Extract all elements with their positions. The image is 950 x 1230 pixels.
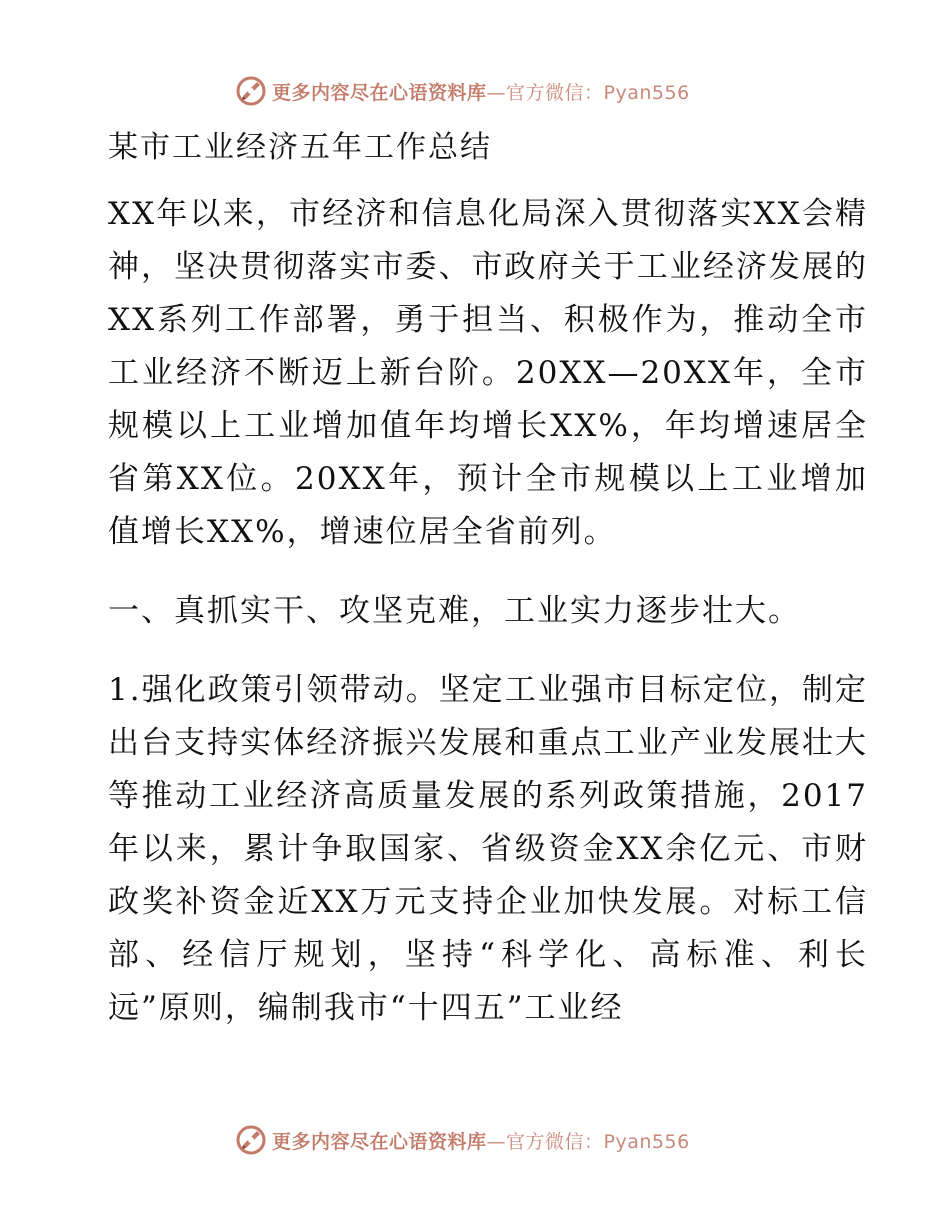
header-watermark [234,71,690,111]
book-pen-logo-icon [234,74,268,108]
book-pen-logo-icon [234,1123,268,1157]
document-title: 某市工业经济五年工作总结 [108,130,492,165]
section-paragraph: 1.强化政策引领带动。坚定工业强市目标定位，制定出台支持实体经济振兴发展和重点工业产业发展壮大等推动工业经济高质量发展的系列政策措施，2017年以来，累计争取国家、省级资金XX余亿元、市财政奖补资金近XX万元支持企业加快发展。对标工信部、经信厅规划，坚持“科学化、高标准、利长远”原则，编制我市“十四五”工业经 [108,672,868,1026]
watermark-text [272,1127,690,1154]
watermark-contact: —官方微信：Pyan556 [486,81,690,104]
watermark-brand: 更多内容尽在心语资料库 [272,81,487,104]
intro-paragraph: XX年以来，市经济和信息化局深入贯彻落实XX会精神，坚决贯彻落实市委、市政府关于工业经济发展的XX系列工作部署，勇于担当、积极作为，推动全市工业经济不断迈上新台阶。20XX—20XX年，全市规模以上工业增加值年均增长XX%，年均增速居全省第XX位。20XX年，预计全市规模以上工业增加值增长XX%，增速位居全省前列。 [108,196,868,550]
document-body [96,122,868,1035]
section-heading: 一、真抓实干、攻坚克难，工业实力逐步壮大。 [108,593,801,629]
watermark-brand: 更多内容尽在心语资料库 [272,1130,487,1153]
watermark-contact: —官方微信：Pyan556 [486,1130,690,1153]
watermark-text [272,78,690,105]
footer-watermark [234,1120,690,1160]
